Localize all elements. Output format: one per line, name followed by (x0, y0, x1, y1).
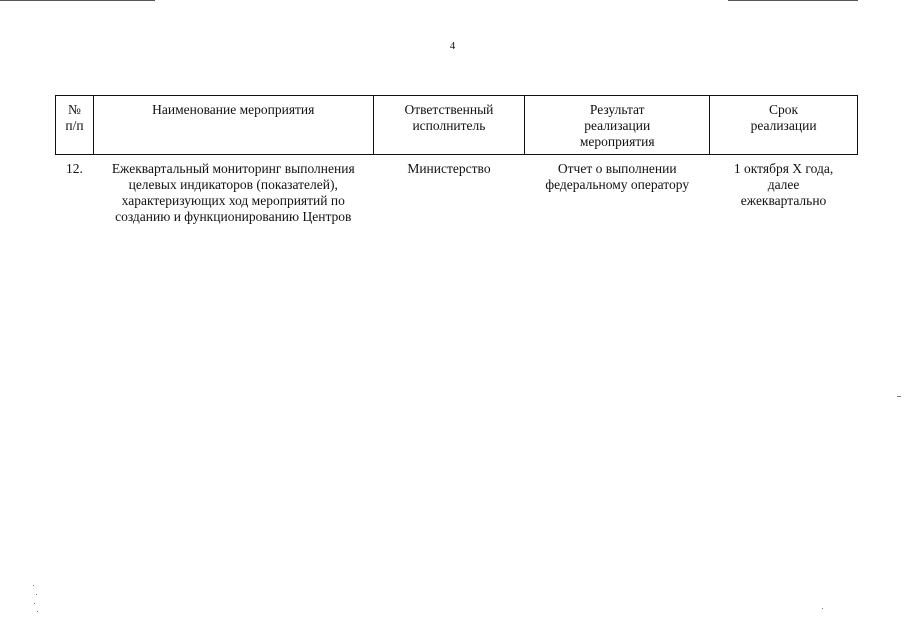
header-executor (373, 96, 525, 155)
table-row (56, 155, 858, 230)
scan-speck (897, 396, 901, 397)
table-body (56, 155, 858, 230)
measures-table (55, 95, 858, 229)
row-result (525, 155, 710, 230)
scan-speck (34, 603, 35, 604)
row-term (710, 155, 858, 230)
header-term-label: Срок реализации (750, 102, 817, 133)
scan-edge-line (0, 0, 155, 1)
header-executor-label: Ответственный исполнитель (404, 102, 494, 133)
row-number-text: 12. (66, 161, 83, 176)
header-row (56, 96, 858, 155)
scan-speck (36, 594, 37, 595)
table-header (56, 96, 858, 155)
header-result (525, 96, 710, 155)
row-executor (373, 155, 525, 230)
header-name (93, 96, 373, 155)
row-name-text: Ежеквартальный мониторинг выполнения целевых индикаторов (показателей), характеризующих ход мероприятий по созданию и функционированию Центров (111, 161, 355, 224)
scan-edge-line (728, 0, 858, 1)
scan-speck (822, 608, 823, 609)
header-number (56, 96, 94, 155)
header-number-label: № п/п (65, 102, 84, 133)
header-term (710, 96, 858, 155)
scan-speck (33, 585, 34, 586)
header-result-label: Результат реализации мероприятия (579, 102, 655, 149)
header-name-label: Наименование мероприятия (152, 102, 315, 117)
row-term-text: 1 октября X года, далее ежеквартально (733, 161, 834, 208)
row-executor-text: Министерство (407, 161, 491, 176)
scan-speck (37, 611, 38, 612)
row-name (93, 155, 373, 230)
page-number: 4 (449, 40, 456, 52)
row-result-text: Отчет о выполнении федеральному оператору (545, 161, 690, 192)
row-number (56, 155, 94, 230)
